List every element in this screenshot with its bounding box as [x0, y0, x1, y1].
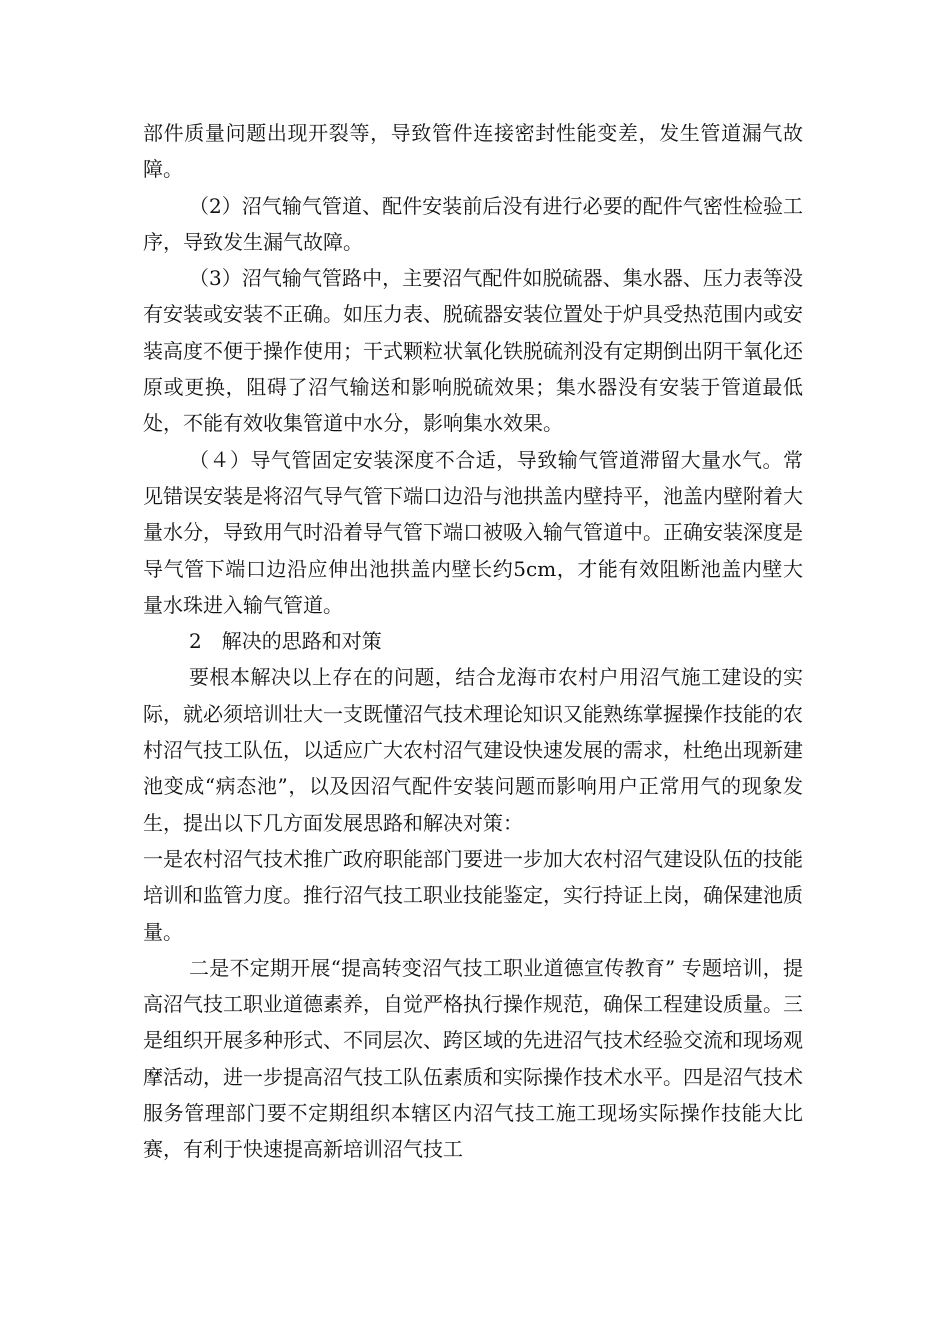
- body-text: [143, 115, 803, 1168]
- paragraph-4: （４）导气管固定安装深度不合适，导致输气管道滞留大量水气。常见错误安装是将沼气导气管下端口边沿与池拱盖内壁持平，池盖内壁附着大量水分，导致用气时沿着导气管下端口被吸入输气管道中。正确安装深度是导气管下端口边沿应伸出池拱盖内壁长约5cm，才能有效阻断池盖内壁大量水珠进入输气管道。: [143, 447, 803, 617]
- paragraph-1: 部件质量问题出现开裂等，导致管件连接密封性能变差，发生管道漏气故障。: [143, 121, 803, 182]
- paragraph-6: 一是农村沼气技术推广政府职能部门要进一步加大农村沼气建设队伍的技能培训和监管力度。推行沼气技工职业技能鉴定，实行持证上岗，确保建池质量。: [143, 846, 803, 944]
- paragraph-5: 要根本解决以上存在的问题，结合龙海市农村户用沼气施工建设的实际，就必须培训壮大一支既懂沼气技术理论知识又能熟练掌握操作技能的农村沼气技工队伍，以适应广大农村沼气建设快速发展的需求，杜绝出现新建池变成“病态池”，以及因沼气配件安装问题而影响用户正常用气的现象发生，提出以下几方面发展思路和解决对策：: [143, 665, 803, 835]
- paragraph-7: 二是不定期开展“提高转变沼气技工职业道德宣传教育” 专题培训，提高沼气技工职业道德素养，自觉严格执行操作规范，确保工程建设质量。三是组织开展多种形式、不同层次、跨区域的先进沼气技术经验交流和现场观摩活动，进一步提高沼气技工队伍素质和实际操作技术水平。四是沼气技术服务管理部门要不定期组织本辖区内沼气技工施工现场实际操作技能大比赛，有利于快速提高新培训沼气技工: [143, 955, 803, 1162]
- paragraph-2: （2）沼气输气管道、配件安装前后没有进行必要的配件气密性检验工序，导致发生漏气故障。: [143, 193, 803, 254]
- section-heading: 2 解决的思路和对策: [189, 629, 382, 654]
- paragraph-3: （3）沼气输气管路中，主要沼气配件如脱硫器、集水器、压力表等没有安装或安装不正确。如压力表、脱硫器安装位置处于炉具受热范围内或安装高度不便于操作使用；干式颗粒状氧化铁脱硫剂没有定期倒出阴干氧化还原或更换，阻碍了沼气输送和影响脱硫效果；集水器没有安装于管道最低处，不能有效收集管道中水分，影响集水效果。: [143, 266, 803, 436]
